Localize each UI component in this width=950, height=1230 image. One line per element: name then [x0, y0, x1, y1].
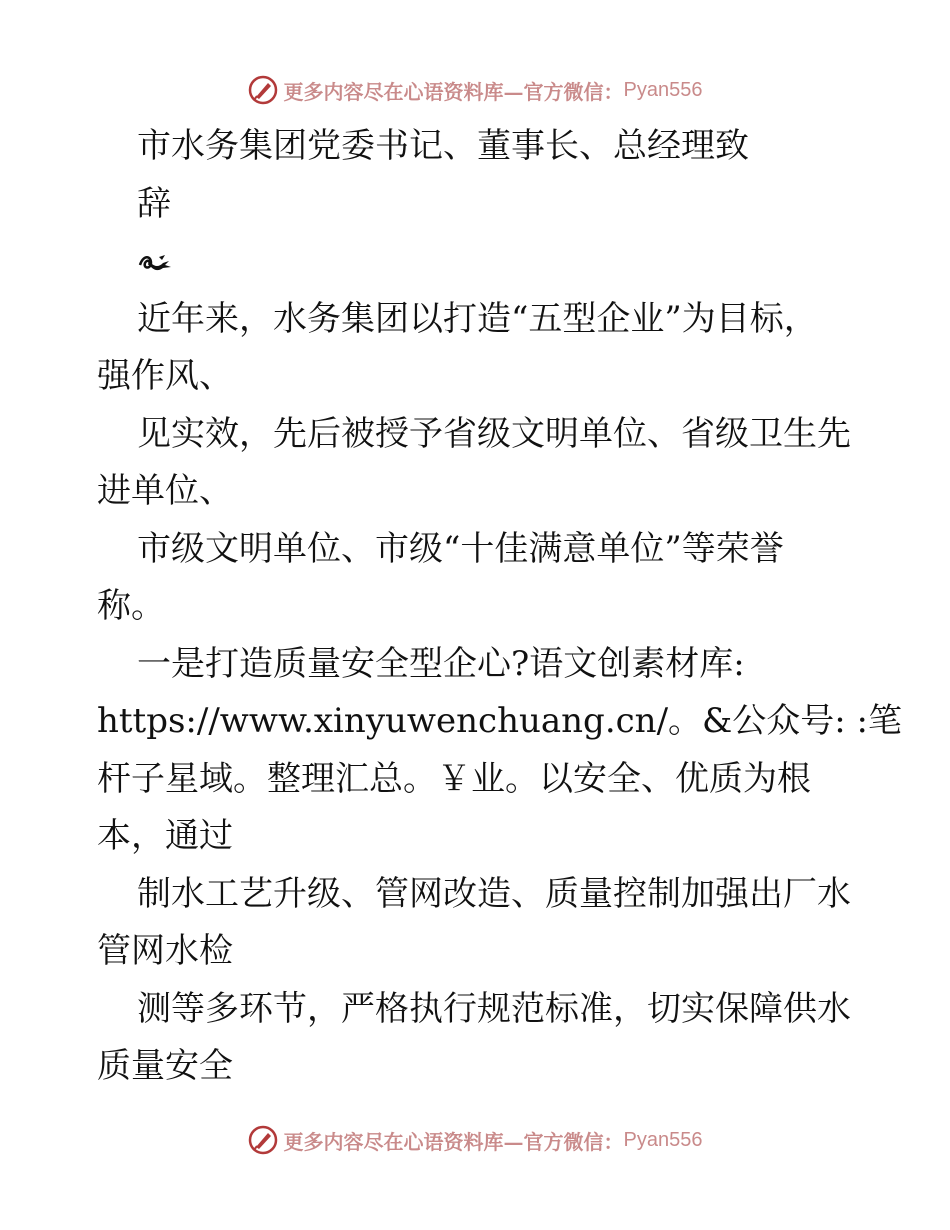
footer-banner-text: 更多内容尽在心语资料库—官方微信：	[283, 1129, 624, 1154]
text-line: 本，通过	[97, 816, 233, 856]
header-banner-text: 更多内容尽在心语资料库—官方微信：	[283, 79, 624, 104]
text-line: 强作风、	[97, 356, 233, 396]
text-line: 市水务集团党委书记、董事长、总经理致	[137, 126, 749, 166]
text-line: 称。	[97, 586, 165, 626]
text-line: https://www.xinyuwenchuang.cn/。&公众号: :笔	[97, 701, 903, 741]
footer-wechat-id: Pyan556	[623, 1128, 703, 1151]
text-line: 制水工艺升级、管网改造、质量控制加强出厂水	[137, 873, 851, 914]
document-body	[97, 118, 903, 1096]
ornament-line	[97, 233, 857, 291]
quill-pen-logo-icon	[248, 1125, 278, 1155]
flourish-ornament-icon	[137, 251, 173, 275]
text-line: 管网水检	[97, 931, 233, 971]
text-line: 辞	[137, 183, 171, 224]
text-line: 质量安全	[97, 1046, 233, 1086]
footer-banner	[0, 1120, 950, 1160]
text-line: 市级文明单位、市级“十佳满意单位”等荣誉	[137, 528, 784, 569]
text-line: 一是打造质量安全型企心?语文创素材库:	[137, 643, 745, 684]
text-line: 见实效，先后被授予省级文明单位、省级卫生先	[137, 413, 851, 454]
header-banner	[0, 70, 950, 110]
text-line: 进单位、	[97, 471, 233, 511]
quill-pen-logo-icon	[248, 75, 278, 105]
text-line: 近年来，水务集团以打造“五型企业”为目标，	[137, 298, 818, 339]
text-line: 杆子星域。整理汇总。￥业。以安全、优质为根	[97, 758, 811, 799]
text-line: 测等多环节，严格执行规范标准，切实保障供水	[137, 988, 851, 1029]
header-wechat-id: Pyan556	[623, 78, 703, 101]
